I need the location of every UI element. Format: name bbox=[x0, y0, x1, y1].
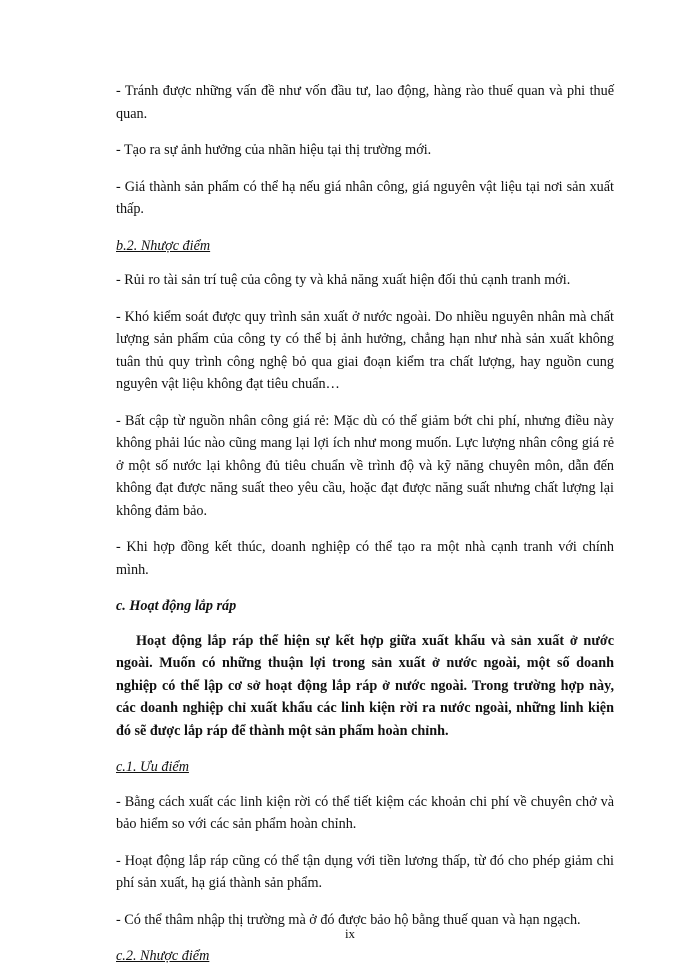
subsection-heading: c.1. Ưu điểm bbox=[116, 759, 189, 775]
bullet-paragraph: - Giá thành sản phẩm có thể hạ nếu giá nhân công, giá nguyên vật liệu tại nơi sản xuất thấp. bbox=[116, 178, 614, 217]
bullet-paragraph: - Tạo ra sự ảnh hưởng của nhãn hiệu tại thị trường mới. bbox=[116, 142, 432, 158]
section-heading: c. Hoạt động lắp ráp bbox=[116, 598, 237, 614]
subsection-heading: b.2. Nhược điểm bbox=[116, 237, 211, 254]
subsection-heading: c.2. Nhược điểm bbox=[116, 948, 210, 964]
bullet-paragraph: - Hoạt động lắp ráp cũng có thể tận dụng với tiền lương thấp, từ đó cho phép giảm chi phí sản xuất, hạ giá thành sản phẩm. bbox=[116, 852, 614, 891]
bullet-paragraph: - Rủi ro tài sản trí tuệ của công ty và khả năng xuất hiện đối thủ cạnh tranh mới. bbox=[116, 272, 571, 288]
bullet-paragraph: - Bất cập từ nguồn nhân công giá rẻ: Mặc dù có thể giảm bớt chi phí, nhưng điều này không phải lúc nào cũng mang lại lợi ích như mong muốn. Lực lượng nhân công giá rẻ ở một số nước lại không đủ tiêu chuẩn về trình độ và kỹ năng chuyên môn, dẫn đến không đạt được năng suất theo yêu cầu, hoặc đạt được năng suất nhưng chất lượng lại không đảm bảo. bbox=[116, 412, 614, 519]
bullet-paragraph: - Có thể thâm nhập thị trường mà ở đó được bảo hộ bằng thuế quan và hạn ngạch. bbox=[116, 911, 581, 928]
page-body bbox=[116, 80, 614, 980]
bullet-paragraph: - Tránh được những vấn đề như vốn đầu tư, lao động, hàng rào thuế quan và phi thuế quan. bbox=[116, 83, 614, 122]
bullet-paragraph: - Bằng cách xuất các linh kiện rời có thể tiết kiệm các khoản chi phí về chuyên chở và bảo hiểm so với các sản phẩm hoàn chỉnh. bbox=[116, 793, 614, 832]
bullet-paragraph: - Khó kiểm soát được quy trình sản xuất ở nước ngoài. Do nhiều nguyên nhân mà chất lượng sản phẩm của công ty có thể bị ảnh hưởng, chẳng hạn như nhà sản xuất không tuân thủ quy trình công nghệ bỏ qua giai đoạn kiểm tra chất lượng, hay nguồn cung nguyên vật liệu không đạt tiêu chuẩn… bbox=[116, 308, 614, 392]
bold-intro-paragraph: Hoạt động lắp ráp thể hiện sự kết hợp giữa xuất khẩu và sản xuất ở nước ngoài. Muốn có những thuận lợi trong sản xuất ở nước ngoài, một số doanh nghiệp có thể lập cơ sở hoạt động lắp ráp ở nước ngoài. Trong trường hợp này, các doanh nghiệp chỉ xuất khẩu các linh kiện rời ra nước ngoài, những linh kiện đó sẽ được lắp ráp để thành một sản phẩm hoàn chỉnh. bbox=[116, 632, 614, 739]
page-number: ix bbox=[344, 926, 356, 941]
bullet-paragraph: - Khi hợp đồng kết thúc, doanh nghiệp có thể tạo ra một nhà cạnh tranh với chính mình. bbox=[116, 539, 614, 578]
